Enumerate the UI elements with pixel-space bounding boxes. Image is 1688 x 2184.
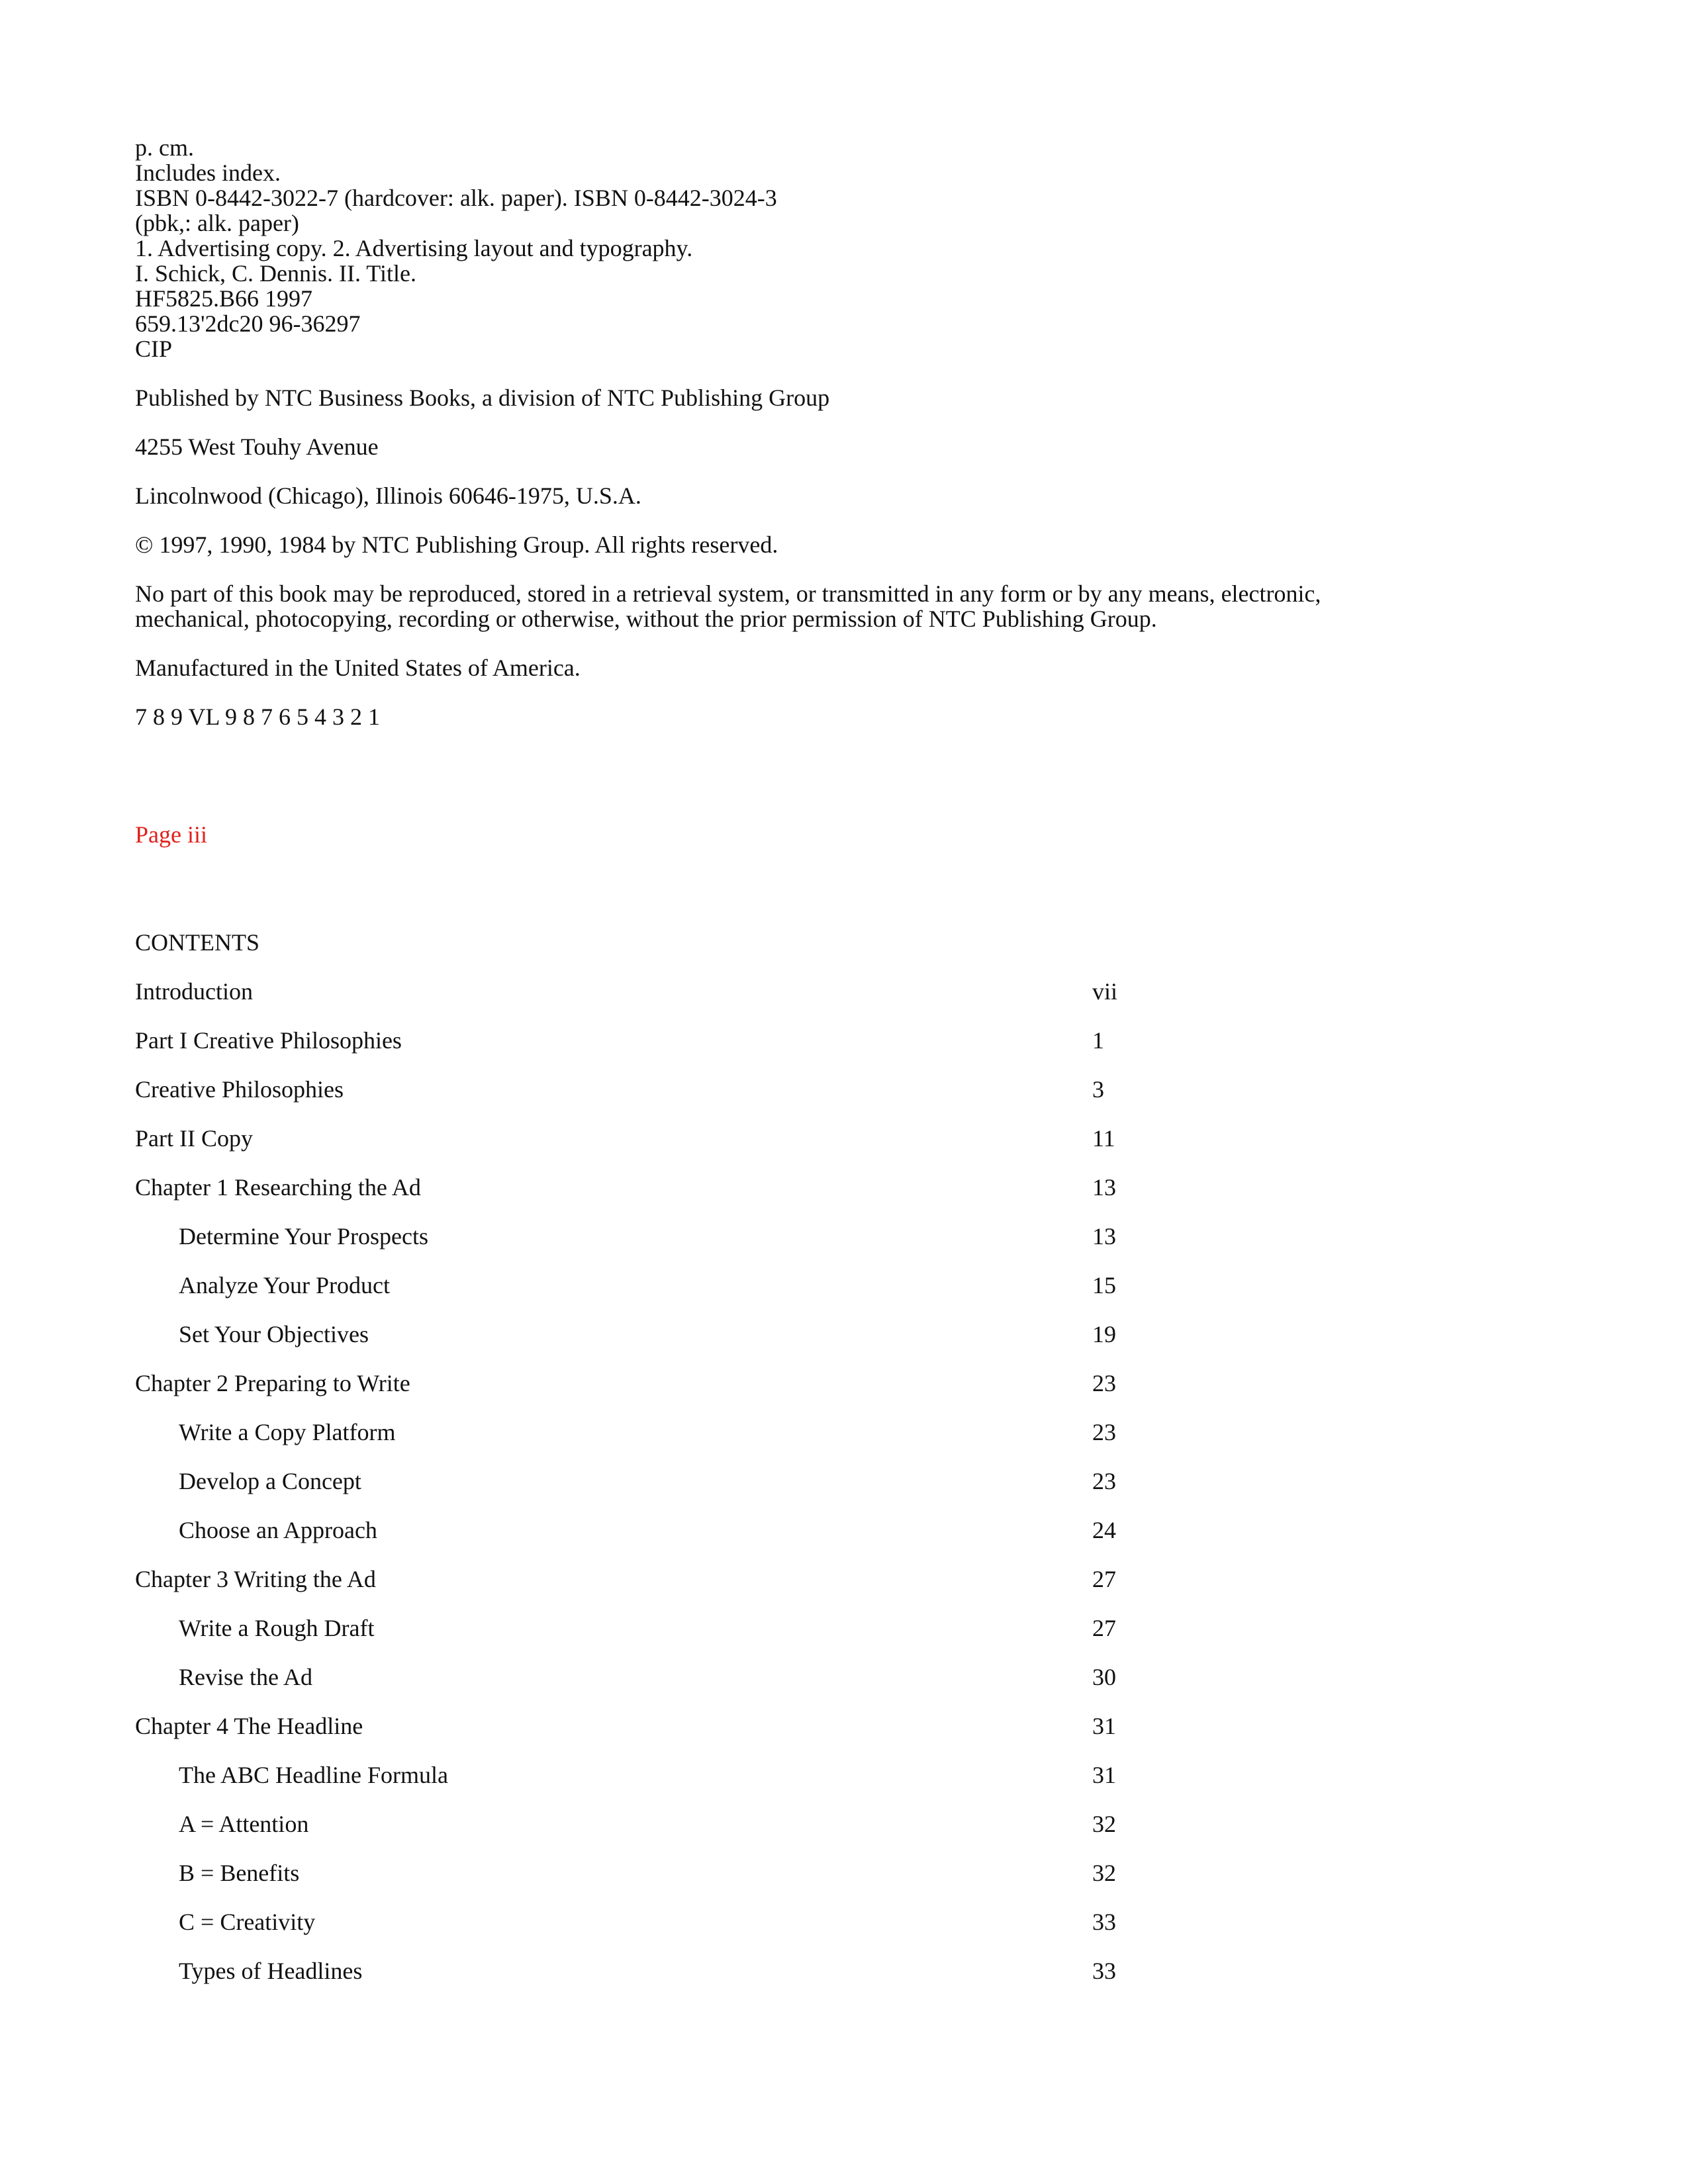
toc-entry-page: 32 xyxy=(1092,1860,1116,1886)
toc-entry xyxy=(135,1958,1558,1983)
toc-entry xyxy=(135,979,1558,1004)
toc-entry xyxy=(135,1420,1558,1445)
toc-entry xyxy=(135,1322,1558,1347)
toc-entry-title: Develop a Concept xyxy=(179,1468,361,1494)
toc-entry-page: 23 xyxy=(1092,1468,1116,1494)
toc-entry-title: Set Your Objectives xyxy=(179,1321,369,1347)
toc-entry-page: 27 xyxy=(1092,1566,1116,1592)
cip-line: I. Schick, C. Dennis. II. Title. xyxy=(135,260,417,287)
address-city: Lincolnwood (Chicago), Illinois 60646-1975, U.S.A. xyxy=(135,482,641,509)
cip-line: (pbk,: alk. paper) xyxy=(135,210,299,236)
toc-entry xyxy=(135,1762,1558,1788)
toc-entry-page: 30 xyxy=(1092,1664,1116,1690)
toc-entry xyxy=(135,1224,1558,1249)
toc-entry-title: C = Creativity xyxy=(179,1909,316,1935)
cip-line: 1. Advertising copy. 2. Advertising layout and typography. xyxy=(135,235,693,261)
rights-notice xyxy=(135,581,1558,631)
toc-entry-title: Analyze Your Product xyxy=(179,1272,390,1298)
manufactured-notice: Manufactured in the United States of America. xyxy=(135,655,581,681)
toc-entry xyxy=(135,1028,1558,1053)
toc-entry-title: Choose an Approach xyxy=(179,1517,377,1543)
cip-line: 659.13'2dc20 96-36297 xyxy=(135,310,361,337)
toc-entry-page: 32 xyxy=(1092,1811,1116,1837)
cip-line: Includes index. xyxy=(135,159,281,186)
toc-entry-title: Chapter 1 Researching the Ad xyxy=(135,1174,421,1201)
toc-entry-page: 31 xyxy=(1092,1713,1116,1739)
toc-entry-title: Creative Philosophies xyxy=(135,1076,344,1103)
toc-entry xyxy=(135,1518,1558,1543)
address-street: 4255 West Touhy Avenue xyxy=(135,433,379,460)
toc-entry xyxy=(135,1664,1558,1690)
toc-entry-page: 33 xyxy=(1092,1958,1116,1984)
toc-entry xyxy=(135,1567,1558,1592)
cip-line: HF5825.B66 1997 xyxy=(135,285,313,312)
toc-entry xyxy=(135,1469,1558,1494)
toc-entry-page: 3 xyxy=(1092,1076,1104,1103)
toc-entry xyxy=(135,1909,1558,1934)
cip-line: p. cm. xyxy=(135,134,194,161)
cip-line: ISBN 0-8442-3022-7 (hardcover: alk. paper). ISBN 0-8442-3024-3 xyxy=(135,185,777,211)
toc-entry-page: 27 xyxy=(1092,1615,1116,1641)
document-page xyxy=(135,135,1558,2007)
toc-entry-page: 13 xyxy=(1092,1174,1116,1201)
contents-heading: CONTENTS xyxy=(135,929,259,956)
cip-line: CIP xyxy=(135,336,173,362)
toc-entry xyxy=(135,1371,1558,1396)
toc-entry-title: Write a Rough Draft xyxy=(179,1615,375,1641)
toc-entry xyxy=(135,1273,1558,1298)
toc-entry-title: B = Benefits xyxy=(179,1860,300,1886)
toc-entry xyxy=(135,1077,1558,1102)
toc-entry-title: Chapter 4 The Headline xyxy=(135,1713,363,1739)
toc-entry-title: Part II Copy xyxy=(135,1125,253,1152)
rights-notice-line: No part of this book may be reproduced, stored in a retrieval system, or transmitted in any form or by any means, electronic, xyxy=(135,580,1321,607)
toc-entry-title: Part I Creative Philosophies xyxy=(135,1027,402,1054)
toc-entry xyxy=(135,1126,1558,1151)
toc-entry xyxy=(135,1811,1558,1837)
toc-entry-page: 13 xyxy=(1092,1223,1116,1250)
toc-entry-page: vii xyxy=(1092,978,1118,1005)
toc-entry-page: 24 xyxy=(1092,1517,1116,1543)
toc-entry-title: A = Attention xyxy=(179,1811,309,1837)
toc-entry xyxy=(135,1713,1558,1739)
toc-entry-title: The ABC Headline Formula xyxy=(179,1762,448,1788)
toc-entry xyxy=(135,1615,1558,1641)
toc-entry-page: 23 xyxy=(1092,1370,1116,1396)
toc-entry-page: 23 xyxy=(1092,1419,1116,1445)
cip-data-block xyxy=(135,135,1558,361)
toc-entry-page: 1 xyxy=(1092,1027,1104,1054)
toc-entry-page: 19 xyxy=(1092,1321,1116,1347)
toc-entry-title: Write a Copy Platform xyxy=(179,1419,396,1445)
toc-entry-title: Chapter 2 Preparing to Write xyxy=(135,1370,410,1396)
toc-entry-page: 33 xyxy=(1092,1909,1116,1935)
toc-entry-page: 31 xyxy=(1092,1762,1116,1788)
toc-entry-page: 11 xyxy=(1092,1125,1115,1152)
page-marker: Page iii xyxy=(135,821,207,848)
toc-entry xyxy=(135,1860,1558,1886)
toc-entry-title: Chapter 3 Writing the Ad xyxy=(135,1566,376,1592)
rights-notice-line: mechanical, photocopying, recording or otherwise, without the prior permission of NTC Publishing Group. xyxy=(135,606,1157,632)
printing-line: 7 8 9 VL 9 8 7 6 5 4 3 2 1 xyxy=(135,704,381,730)
toc-entry-title: Revise the Ad xyxy=(179,1664,312,1690)
copyright-notice: © 1997, 1990, 1984 by NTC Publishing Group. All rights reserved. xyxy=(135,531,778,558)
toc-entry-title: Introduction xyxy=(135,978,253,1005)
toc-entry-title: Types of Headlines xyxy=(179,1958,363,1984)
publisher-line: Published by NTC Business Books, a division of NTC Publishing Group xyxy=(135,385,830,411)
toc-entry-title: Determine Your Prospects xyxy=(179,1223,428,1250)
toc-entry xyxy=(135,1175,1558,1200)
toc-entry-page: 15 xyxy=(1092,1272,1116,1298)
table-of-contents xyxy=(135,979,1558,1983)
